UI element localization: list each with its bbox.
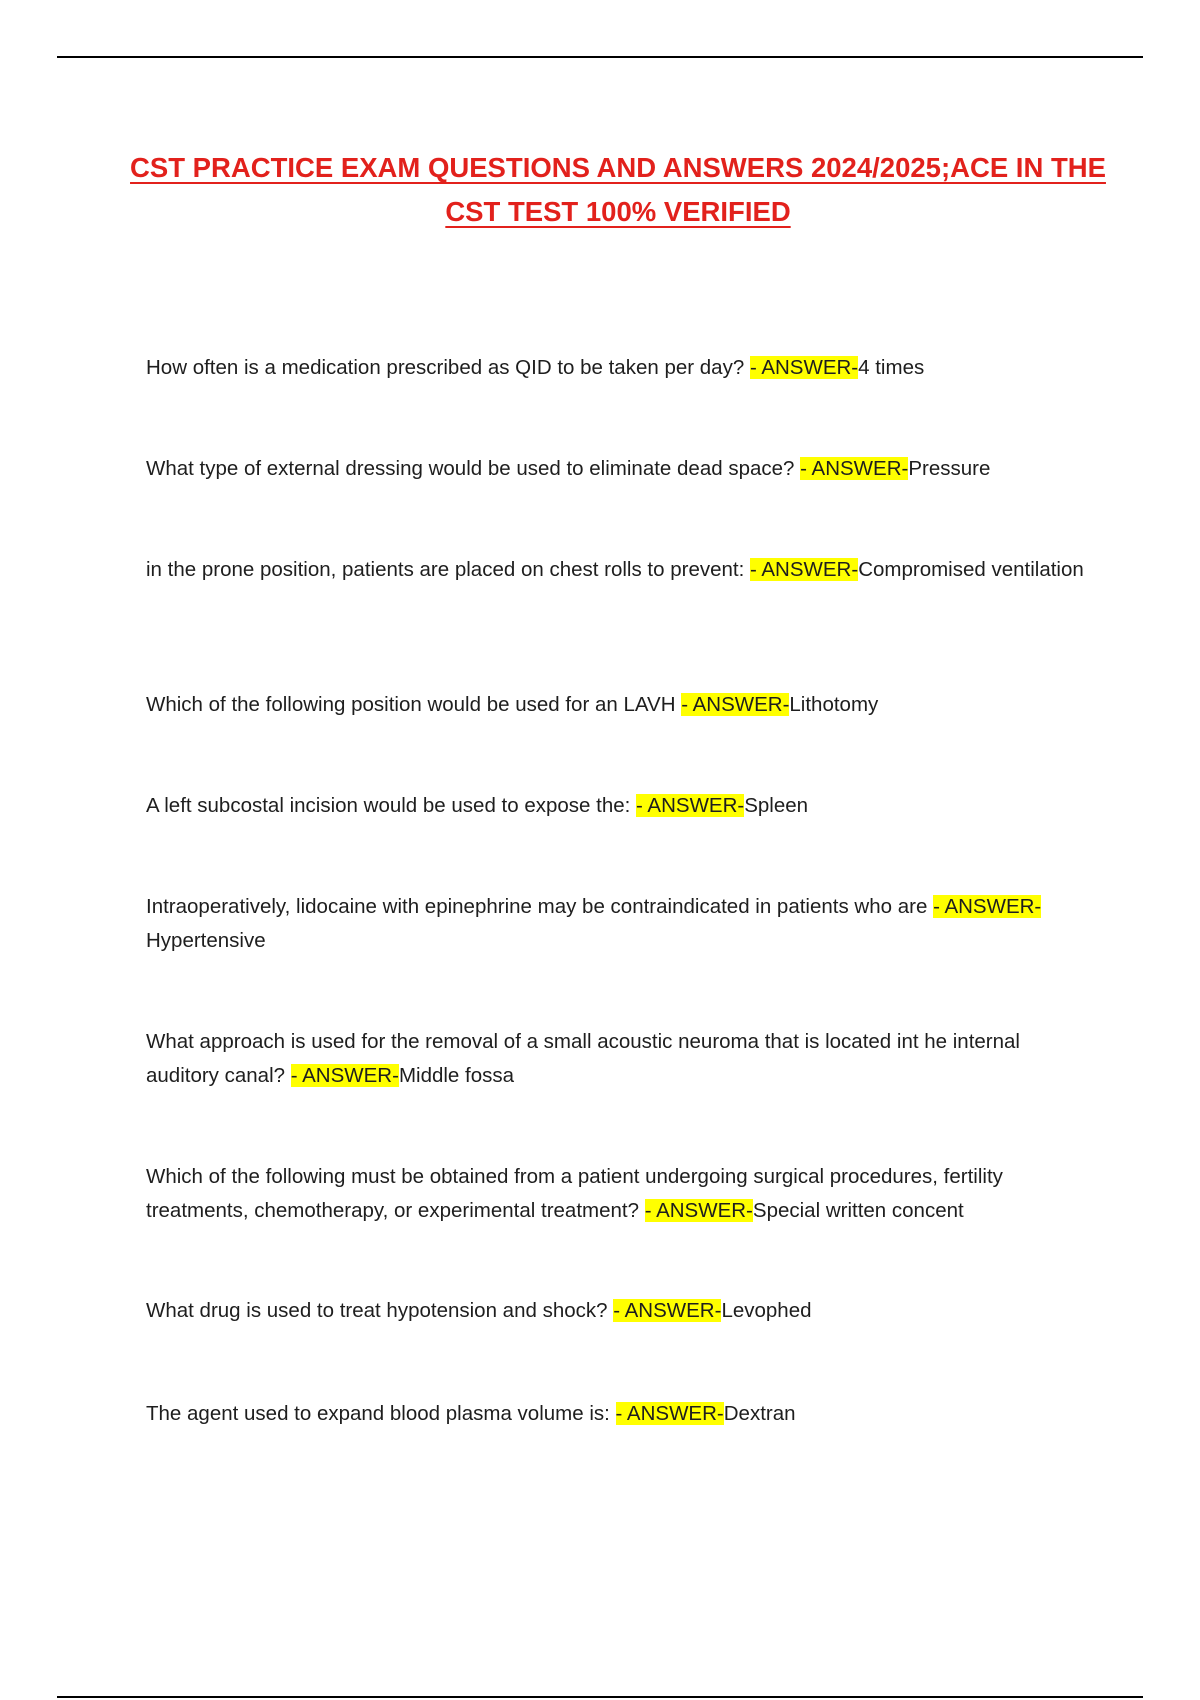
- answer-marker: - ANSWER-: [644, 1199, 753, 1222]
- answer-text: Compromised ventilation: [858, 558, 1084, 581]
- qa-item-8: [146, 1160, 1096, 1228]
- qa-item-5: [146, 789, 1096, 823]
- answer-text: Hypertensive: [146, 929, 266, 952]
- question-text: What drug is used to treat hypotension and shock?: [146, 1299, 614, 1322]
- answer-text: Lithotomy: [789, 693, 879, 716]
- qa-item-6: [146, 890, 1096, 958]
- qa-item-1: [146, 351, 1096, 385]
- answer-text: Special written concent: [752, 1199, 964, 1222]
- answer-marker: - ANSWER-: [800, 457, 909, 480]
- answer-marker: - ANSWER-: [613, 1299, 722, 1322]
- answer-text: Levophed: [721, 1299, 812, 1322]
- bottom-rule: [57, 1696, 1143, 1698]
- answer-text: Dextran: [723, 1402, 796, 1425]
- question-text: Which of the following position would be used for an LAVH: [146, 693, 682, 716]
- answer-marker: - ANSWER-: [615, 1402, 724, 1425]
- question-text: in the prone position, patients are placed on chest rolls to prevent:: [146, 558, 750, 581]
- answer-text: Spleen: [744, 794, 809, 817]
- qa-item-9: [146, 1294, 1096, 1328]
- qa-item-7: [146, 1025, 1096, 1093]
- answer-marker: - ANSWER-: [290, 1064, 399, 1087]
- question-text: The agent used to expand blood plasma volume is:: [146, 1402, 616, 1425]
- document-title: CST PRACTICE EXAM QUESTIONS AND ANSWERS 2024/2025;ACE IN THE CST TEST 100% VERIFIED: [130, 152, 1106, 227]
- answer-marker: - ANSWER-: [933, 895, 1042, 918]
- answer-text: 4 times: [858, 356, 925, 379]
- answer-marker: - ANSWER-: [636, 794, 745, 817]
- question-text: What approach is used for the removal of a small acoustic neuroma that is located int he internal auditory canal?: [146, 1030, 1020, 1087]
- qa-item-4: [146, 688, 1096, 722]
- qa-item-2: [146, 452, 1096, 486]
- question-text: What type of external dressing would be used to eliminate dead space?: [146, 457, 801, 480]
- answer-text: Pressure: [908, 457, 991, 480]
- qa-item-3: [146, 553, 1096, 587]
- question-text: Intraoperatively, lidocaine with epinephrine may be contraindicated in patients who are: [146, 895, 934, 918]
- question-text: A left subcostal incision would be used to expose the:: [146, 794, 637, 817]
- qa-item-10: [146, 1397, 1096, 1431]
- answer-marker: - ANSWER-: [749, 356, 859, 379]
- answer-text: Middle fossa: [398, 1064, 515, 1087]
- top-rule: [57, 56, 1143, 58]
- question-text: Which of the following must be obtained from a patient undergoing surgical procedures, fertility treatments, chemotherapy, or experimental treatment?: [146, 1165, 1003, 1222]
- question-text: How often is a medication prescribed as QID to be taken per day?: [146, 356, 750, 379]
- answer-marker: - ANSWER-: [681, 693, 790, 716]
- answer-marker: - ANSWER-: [749, 558, 859, 581]
